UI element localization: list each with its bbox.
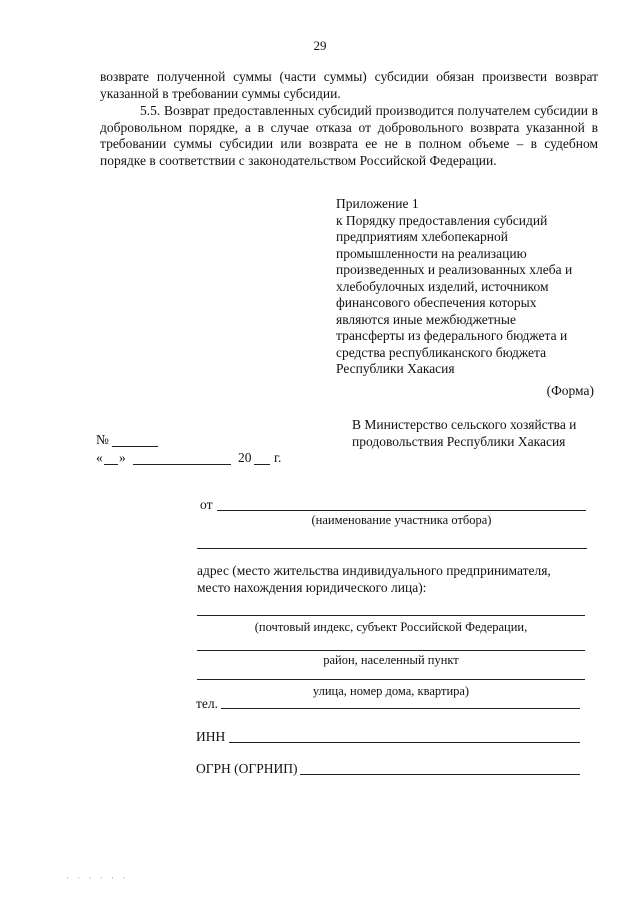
page-number: 29 [313,38,327,53]
address-line-1[interactable] [197,615,585,616]
appendix-line: Приложение 1 [336,196,419,211]
date-month-line[interactable] [133,464,231,465]
number-input-line[interactable] [112,446,158,447]
address-caption-1: (почтовый индекс, субъект Российской Федерации, [254,620,528,634]
recipient-block [352,416,576,450]
date-open-quote: « [96,450,103,465]
appendix-line: к Порядку предоставления субсидий [336,212,548,228]
address-line-2[interactable] [197,650,585,651]
address-label-line-2: место нахождения юридического лица): [197,580,427,595]
appendix-line: промышленности на реализацию [336,245,527,261]
address-line-3[interactable] [197,679,585,680]
paragraph-5-5: 5.5. Возврат предоставленных субсидий производится получателем субсидии в добровольном порядке, а в случае отказа от добровольного возврата указанной в требовании суммы субсидии или возврата ее не в полном объеме – в судебном порядке в соответствии с законодательством Российской Федерации. [100,103,598,168]
appendix-header [336,196,572,378]
inn-label: ИНН [196,729,226,744]
date-year-suffix: г. [274,450,282,465]
appendix-line: трансферты из федерального бюджета и [336,328,568,343]
date-year-line[interactable] [254,464,270,465]
appendix-line: финансового обеспечения которых [336,295,537,310]
date-year-prefix: 20 [238,450,252,465]
paragraph-return-amount: возврате полученной суммы (части суммы) субсидии обязан произвести возврат указанной в требовании суммы субсидии. [100,69,598,101]
address-caption-2: район, населенный пункт [323,653,459,667]
from-label: от [200,497,213,512]
from-input-line[interactable] [217,510,586,511]
address-caption-3: улица, номер дома, квартира) [312,684,470,698]
phone-label: тел. [196,696,219,711]
appendix-line: средства республиканского бюджета [336,344,547,360]
date-day-line[interactable] [104,464,118,465]
from-caption: (наименование участника отбора) [311,513,492,527]
address-label-line-1: адрес (место жительства индивидуального предпринимателя, [197,563,551,578]
ogrn-input-line[interactable] [300,774,580,775]
appendix-line: Республики Хакасия [336,361,455,376]
number-label: № [96,432,109,447]
appendix-line: предприятиям хлебопекарной [336,229,508,244]
phone-input-line[interactable] [221,708,580,709]
inn-input-line[interactable] [229,742,580,743]
appendix-line: являются иные межбюджетные [336,311,516,327]
ogrn-label: ОГРН (ОГРНИП) [196,761,298,776]
scan-noise-decoration: · · · · · · [66,873,129,883]
date-close-quote: » [119,450,126,465]
recipient-line-1: В Министерство сельского хозяйства и [352,417,577,432]
appendix-line: хлебобулочных изделий, источником [336,278,549,294]
form-label: (Форма) [546,383,594,398]
appendix-line: произведенных и реализованных хлеба и [336,262,573,277]
from-extra-line[interactable] [197,548,587,549]
recipient-line-2: продовольствия Республики Хакасия [352,434,566,449]
